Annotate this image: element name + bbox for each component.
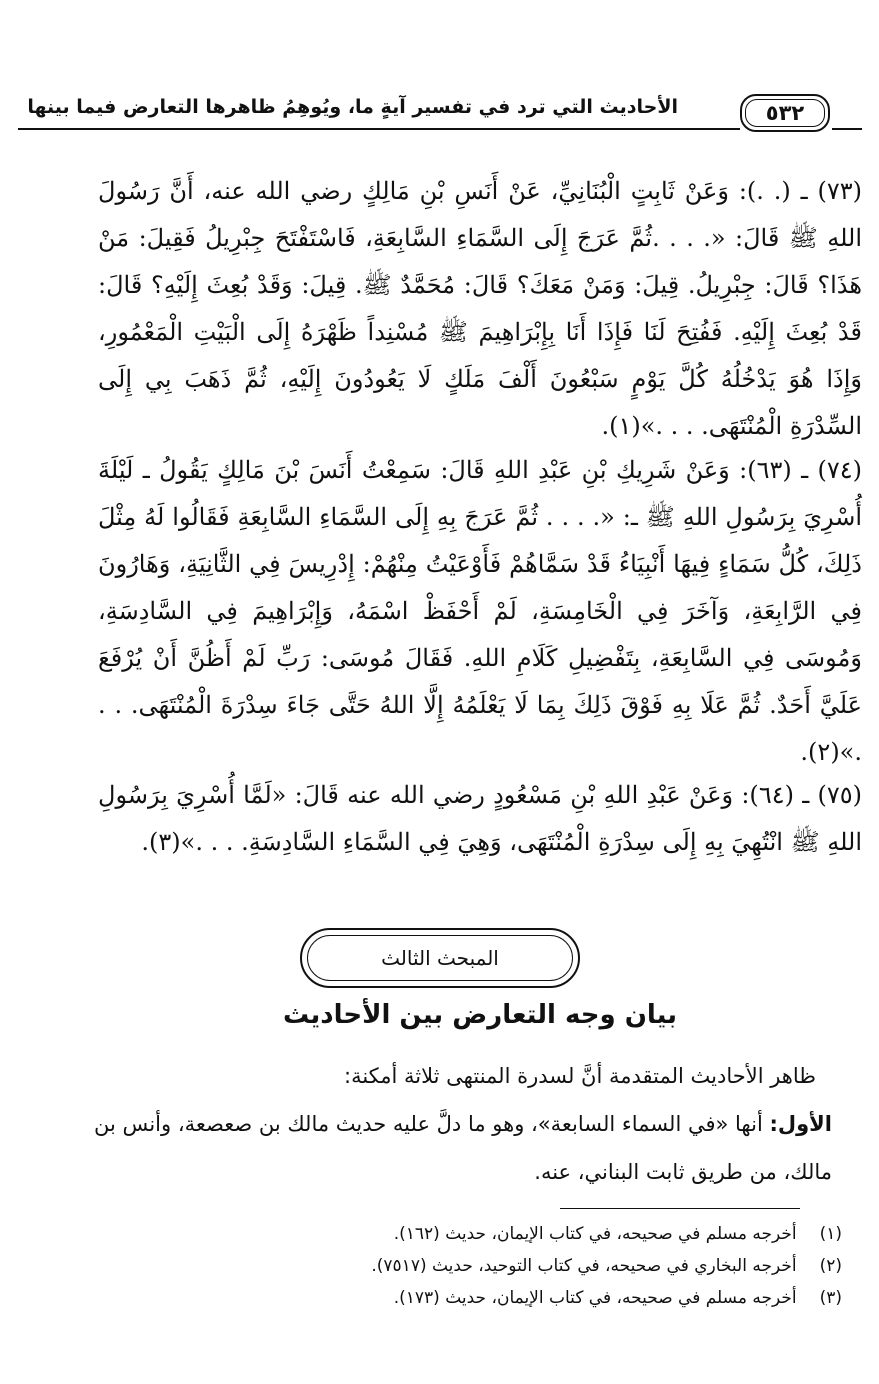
section-title: المبحث الثالث: [381, 946, 499, 970]
footnote-text: أخرجه مسلم في صحيحه، في كتاب الإيمان، حديث (١٧٣).: [393, 1288, 797, 1308]
footnote-2: [98, 1250, 842, 1282]
footnote-number: (٢): [819, 1256, 842, 1276]
footnote-separator: [560, 1208, 800, 1209]
hadith-73: (٧٣) ـ (. .): وَعَنْ ثَابِتٍ الْبُنَانِيِّ، عَنْ أَنَسِ بْنِ مَالِكٍ رضي الله عنه، أَنَّ رَسُولَ اللهِ ﷺ قَالَ: «. . . .ثُمَّ عَرَجَ إِلَى السَّمَاءِ السَّابِعَةِ، فَاسْتَفْتَحَ جِبْرِيلُ فَقِيلَ: مَنْ هَذَا؟ قَالَ: جِبْرِيلُ. قِيلَ: وَمَنْ مَعَكَ؟ قَالَ: مُحَمَّدٌ ﷺ. قِيلَ: وَقَدْ بُعِثَ إِلَيْهِ؟ قَالَ: قَدْ بُعِثَ إِلَيْهِ. فَفُتِحَ لَنَا فَإِذَا أَنَا بِإِبْرَاهِيمَ ﷺ مُسْنِداً ظَهْرَهُ إِلَى الْبَيْتِ الْمَعْمُورِ، وَإِذَا هُوَ يَدْخُلُهُ كُلَّ يَوْمٍ سَبْعُونَ أَلْفَ مَلَكٍ لَا يَعُودُونَ إِلَيْهِ، ثُمَّ ذَهَبَ بِي إِلَى السِّدْرَةِ الْمُنْتَهَى. . . .»(١).: [98, 177, 862, 440]
footnote-text: أخرجه البخاري في صحيحه، في كتاب التوحيد، حديث (٧٥١٧).: [371, 1256, 797, 1276]
hadith-74: (٧٤) ـ (٦٣): وَعَنْ شَرِيكِ بْنِ عَبْدِ اللهِ قَالَ: سَمِعْتُ أَنَسَ بْنَ مَالِكٍ يَقُولُ ـ لَيْلَةَ أُسْرِيَ بِرَسُولِ اللهِ ﷺ ـ: «. . . . ثُمَّ عَرَجَ بِهِ إِلَى السَّمَاءِ السَّابِعَةِ فَقَالُوا لَهُ مِثْلَ ذَلِكَ، كُلُّ سَمَاءٍ فِيهَا أَنْبِيَاءُ قَدْ سَمَّاهُمْ فَأَوْعَيْتُ مِنْهُمْ: إِدْرِيسَ فِي الثَّانِيَةِ، وَهَارُونَ فِي الرَّابِعَةِ، وَآخَرَ فِي الْخَامِسَةِ، لَمْ أَحْفَظْ اسْمَهُ، وَإِبْرَاهِيمَ فِي السَّادِسَةِ، وَمُوسَى فِي السَّابِعَةِ، بِتَفْضِيلِ كَلَامِ اللهِ. فَقَالَ مُوسَى: رَبِّ لَمْ أَظُنَّ أَنْ يُرْفَعَ عَلَيَّ أَحَدٌ. ثُمَّ عَلَا بِهِ فَوْقَ ذَلِكَ بِمَا لَا يَعْلَمُهُ إِلَّا اللهُ حَتَّى جَاءَ سِدْرَةَ الْمُنْتَهَى. . . .»(٢).: [98, 456, 863, 766]
footnote-number: (٣): [819, 1288, 842, 1308]
running-header-title: الأحاديث التي ترد في تفسير آيةٍ ما، ويُوهِمُ ظاهرها التعارض فيما بينها: [27, 96, 678, 118]
footnote-3: [98, 1282, 842, 1314]
footnote-1: [98, 1218, 842, 1250]
header-rule: [18, 128, 740, 130]
first-point-text: أنها «في السماء السابعة»، وهو ما دلَّ عليه حديث مالك بن صعصعة، وأنس بن مالك، من طريق ثابت البناني، عنه.: [94, 1112, 832, 1184]
section-title-box: [300, 928, 580, 988]
page-number: ٥٣٢: [740, 94, 830, 132]
first-point-paragraph: [60, 1100, 832, 1196]
footnote-text: أخرجه مسلم في صحيحه، في كتاب الإيمان، حديث (١٦٢).: [393, 1224, 797, 1244]
footnote-number: (١): [819, 1224, 842, 1244]
footnotes: [98, 1218, 842, 1314]
section-heading: بيان وجه التعارض بين الأحاديث: [282, 1000, 678, 1030]
hadith-75: (٧٥) ـ (٦٤): وَعَنْ عَبْدِ اللهِ بْنِ مَسْعُودٍ رضي الله عنه قَالَ: «لَمَّا أُسْرِيَ بِرَسُولِ اللهِ ﷺ انْتُهِيَ بِهِ إِلَى سِدْرَةِ الْمُنْتَهَى، وَهِيَ فِي السَّمَاءِ السَّادِسَةِ. . . .»(٣).: [98, 781, 863, 856]
intro-paragraph: ظاهر الأحاديث المتقدمة أنَّ لسدرة المنتهى ثلاثة أمكنة:: [344, 1064, 816, 1088]
header-rule-short: [832, 128, 862, 130]
first-point-label: الأول:: [769, 1112, 832, 1136]
